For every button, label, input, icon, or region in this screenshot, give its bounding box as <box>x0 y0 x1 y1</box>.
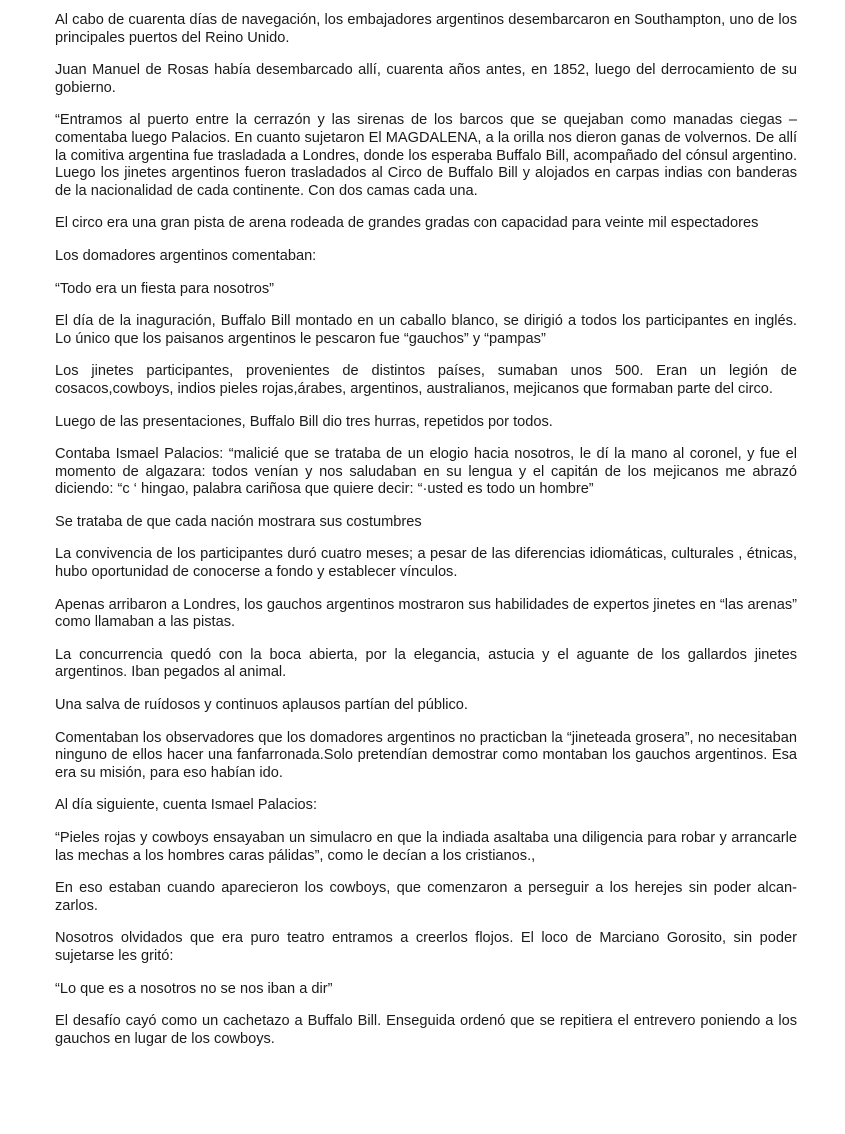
paragraph-gorosito: Nosotros olvidados que era puro teatro entramos a creerlos flojos. El loco de Marciano Gorosito, sin poder sujetarse les gritó: <box>55 930 797 964</box>
paragraph-customs: Se trataba de que cada nación mostrara sus costumbres <box>55 513 422 530</box>
paragraph-desafio: El desafío cayó como un cachetazo a Buffalo Bill. Enseguida ordenó que se repitiera el entrevero poniendo a los gauchos en lugar de los cowboys. <box>55 1013 797 1047</box>
paragraph-convivencia: La convivencia de los participantes duró cuatro meses; a pesar de las diferencias idiomáticas, culturales , étnicas, hubo oportunidad de conocerse a fondo y establecer vínculos. <box>55 546 797 581</box>
paragraph-simulacro: “Pieles rojas y cowboys ensayaban un simulacro en que la indiada asaltaba una diligencia para robar y arrancarle las mechas a los hombres caras pálidas”, como le decían a los cristianos., <box>55 830 797 864</box>
paragraph-fiesta-quote: “Todo era un fiesta para nosotros” <box>55 280 275 297</box>
paragraph-riders: Los jinetes participantes, provenientes de distintos países, sumaban unos 500. Eran un legión de cosacos,cowboys, indios pieles rojas,árabes, argentinos, australianos, mejicanos que formaban parte del circo. <box>55 363 797 397</box>
paragraph-palacios-arrival: “Entramos al puerto entre la cerrazón y las sirenas de los barcos que se quejaban como manadas ciegas – comentaba luego Palacios. En cuanto sujetaron El MAGDALENA, a la orilla nos dieron ganas de volvernos. De allí la comitiva argentina fue trasladada a Londres, donde los esperaba Buffalo Bill, acompañado del cónsul argentino. Luego los jinetes argentinos fueron trasladados al Circo de Buffalo Bill y alojados en carpas indias con banderas de la nacionalidad de cada continente. Con dos camas cada una. <box>55 112 797 199</box>
paragraph-cowboys: En eso estaban cuando aparecieron los cowboys, que comenzaron a perseguir a los herejes sin poder alcanzarlos. <box>55 880 797 914</box>
paragraph-dia-siguiente: Al día siguiente, cuenta Ismael Palacios: <box>55 797 318 814</box>
paragraph-inauguration: El día de la inaguración, Buffalo Bill montado en un caballo blanco, se dirigió a todos los participantes en inglés. Lo único que los paisanos argentinos le pescaron fue “gauchos” y “pampas” <box>55 313 797 347</box>
paragraph-domadores: Los domadores argentinos comentaban: <box>55 247 317 264</box>
paragraph-circus: El circo era una gran pista de arena rodeada de grandes gradas con capacidad para veinte mil espectadores <box>55 215 759 232</box>
paragraph-hurras: Luego de las presentaciones, Buffalo Bill dio tres hurras, repetidos por todos. <box>55 413 553 430</box>
paragraph-rosas: Juan Manuel de Rosas había desembarcado allí, cuarenta años antes, en 1852, luego del derrocamiento de su gobierno. <box>55 62 797 96</box>
paragraph-aplausos: Una salva de ruídosos y continuos aplausos partían del público. <box>55 697 468 714</box>
paragraph-concurrencia: La concurrencia quedó con la boca abierta, por la elegancia, astucia y el aguante de los gallardos jinetes argentinos. Iban pegados al animal. <box>55 646 797 681</box>
paragraph-observadores: Comentaban los observadores que los domadores argentinos no practicban la “jineteada grosera”, no necesitaban ninguno de ellos hacer una fanfarronada.Solo pretendían demostrar como montaban los gauchos argentinos. Esa era su misión, para eso habían ido. <box>55 729 797 781</box>
paragraph-arenas: Apenas arribaron a Londres, los gauchos argentinos mostraron sus habilidades de expertos jinetes en “las arenas” como llamaban a las pistas. <box>55 596 797 631</box>
paragraph-palacios-quote: Contaba Ismael Palacios: “malicié que se trataba de un elogio hacia nosotros, le dí la mano al coronel, y fue el momento de algazara: todos venían y nos saludaban en su lengua y el capitán de los mejicanos me abrazó diciendo: “c ‘ hingao, palabra cariñosa que quiere decir: “·usted es todo un hombre” <box>55 446 797 498</box>
paragraph-southampton: Al cabo de cuarenta días de navegación, los embajadores argentinos desembarcaron en Southampton, uno de los principales puertos del Reino Unido. <box>55 12 797 46</box>
paragraph-dir-quote: “Lo que es a nosotros no se nos iban a dir” <box>55 980 333 997</box>
